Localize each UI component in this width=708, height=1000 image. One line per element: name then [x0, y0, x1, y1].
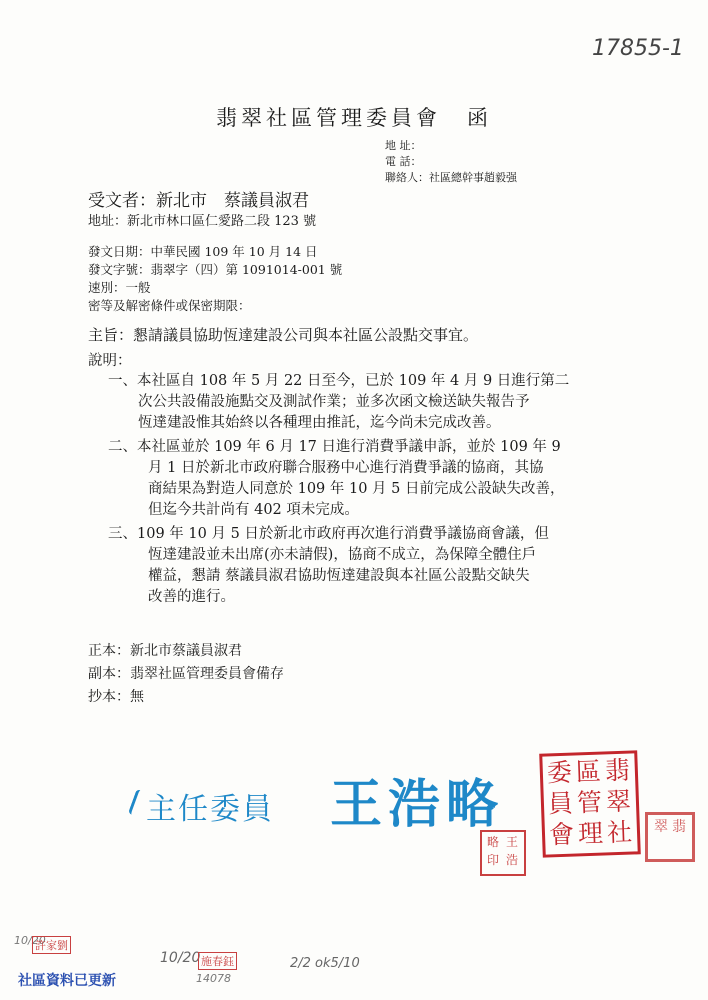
- item-1-line-2: 次公共設備設施點交及測試作業；並多次函文檢送缺失報告予: [138, 394, 530, 410]
- document-number: 發文字號：翡翠字（四）第 1091014-001 號: [88, 262, 343, 277]
- contact-address: [385, 137, 422, 153]
- liaison-value: 社區總幹事趙毅强: [429, 171, 517, 184]
- recipient-address: 地址：新北市林口區仁愛路二段 123 號: [88, 214, 317, 229]
- item-3-line-2: 恆達建設並未出席(亦未請假)，協商不成立，為保障全體住戶: [148, 547, 537, 563]
- seal-char: 翡: [604, 755, 631, 786]
- contact-liaison: [385, 169, 517, 185]
- item-3-line-1: 三、109 年 10 月 5 日於新北市政府再次進行消費爭議協商會議，但: [108, 526, 549, 542]
- item-2-line-3: 商結果為對造人同意於 109 年 10 月 5 日前完成公設缺失改善，: [148, 481, 565, 497]
- footer-hand-note: 2/2 ok5/10: [290, 956, 360, 971]
- personal-seal-char: 印: [487, 853, 500, 867]
- secrecy-class: 密等及解密條件或保密期限：: [88, 298, 251, 313]
- footer-name-stamp: 許家劉: [32, 936, 71, 954]
- explanation-label: 說明：: [88, 353, 132, 369]
- title-doc-type: 函: [467, 106, 492, 130]
- liaison-label: 聯絡人：: [385, 171, 429, 184]
- seal-char: 社: [606, 817, 633, 848]
- subject: 主旨：懇請議員協助恆達建設公司與本社區公設點交事宜。: [88, 326, 479, 344]
- seal-char: 會: [548, 819, 575, 850]
- seal-char: 理: [577, 818, 604, 849]
- speed-class: 速別：一般: [88, 280, 151, 295]
- footer-hand-date: 10/20: [14, 934, 46, 947]
- seal-char: 翠: [605, 786, 632, 817]
- distribution-original: 正本：新北市蔡議員淑君: [88, 643, 242, 659]
- item-2-line-1: 二、本社區並於 109 年 6 月 17 日進行消費爭議申訴，並於 109 年 9: [108, 439, 561, 455]
- item-2-line-4: 但迄今共計尚有 402 項未完成。: [148, 502, 359, 518]
- footer-hand-code: 14078: [196, 972, 231, 985]
- seal-char: 區: [575, 756, 602, 787]
- handwritten-doc-number: 17855-1: [592, 36, 684, 61]
- item-2-line-2: 月 1 日於新北市政府聯合服務中心進行消費爭議的協商，其協: [148, 460, 544, 476]
- distribution-copy: 副本：翡翠社區管理委員會備存: [88, 666, 284, 682]
- issue-date: 發文日期：中華民國 109 年 10 月 14 日: [88, 244, 318, 259]
- item-1-line-3: 恆達建設惟其始終以各種理由推託，迄今尚未完成改善。: [138, 415, 501, 431]
- edge-seal-char: 翡: [672, 819, 686, 835]
- letter-title: [0, 102, 708, 132]
- personal-seal: [480, 830, 526, 876]
- edge-seal: [645, 812, 695, 862]
- distribution-cc: 抄本：無: [88, 689, 144, 705]
- seal-char: 管: [576, 787, 603, 818]
- signature-stroke: [128, 789, 147, 817]
- personal-seal-char: 王: [506, 835, 519, 849]
- organization-seal: [539, 750, 641, 857]
- footer-updated-stamp: 社區資料已更新: [18, 973, 116, 989]
- footer-hand-date-2: 10/20: [160, 950, 201, 966]
- contact-phone: [385, 153, 422, 169]
- phone-label: 電 話：: [385, 155, 422, 168]
- footer-name-stamp-2: 施春鈺: [198, 952, 237, 970]
- item-3-line-4: 改善的進行。: [148, 589, 235, 605]
- item-1-line-1: 一、本社區自 108 年 5 月 22 日至今，已於 109 年 4 月 9 日進行第二: [108, 373, 570, 389]
- personal-seal-char: 略: [487, 835, 500, 849]
- item-3-line-3: 權益，懇請 蔡議員淑君協助恆達建設與本社區公設點交缺失: [148, 568, 530, 584]
- title-organization: 翡翠社區管理委員會: [216, 106, 441, 130]
- edge-seal-char: 翠: [654, 819, 668, 835]
- address-label: 地 址：: [385, 139, 422, 152]
- recipient: 受文者：新北市 蔡議員淑君: [88, 191, 309, 211]
- personal-seal-char: 浩: [506, 853, 519, 867]
- seal-char: 委: [546, 757, 573, 788]
- seal-char: 員: [547, 788, 574, 819]
- signature-role: 主任委員: [146, 792, 274, 827]
- signature-name: 王浩略: [330, 775, 505, 835]
